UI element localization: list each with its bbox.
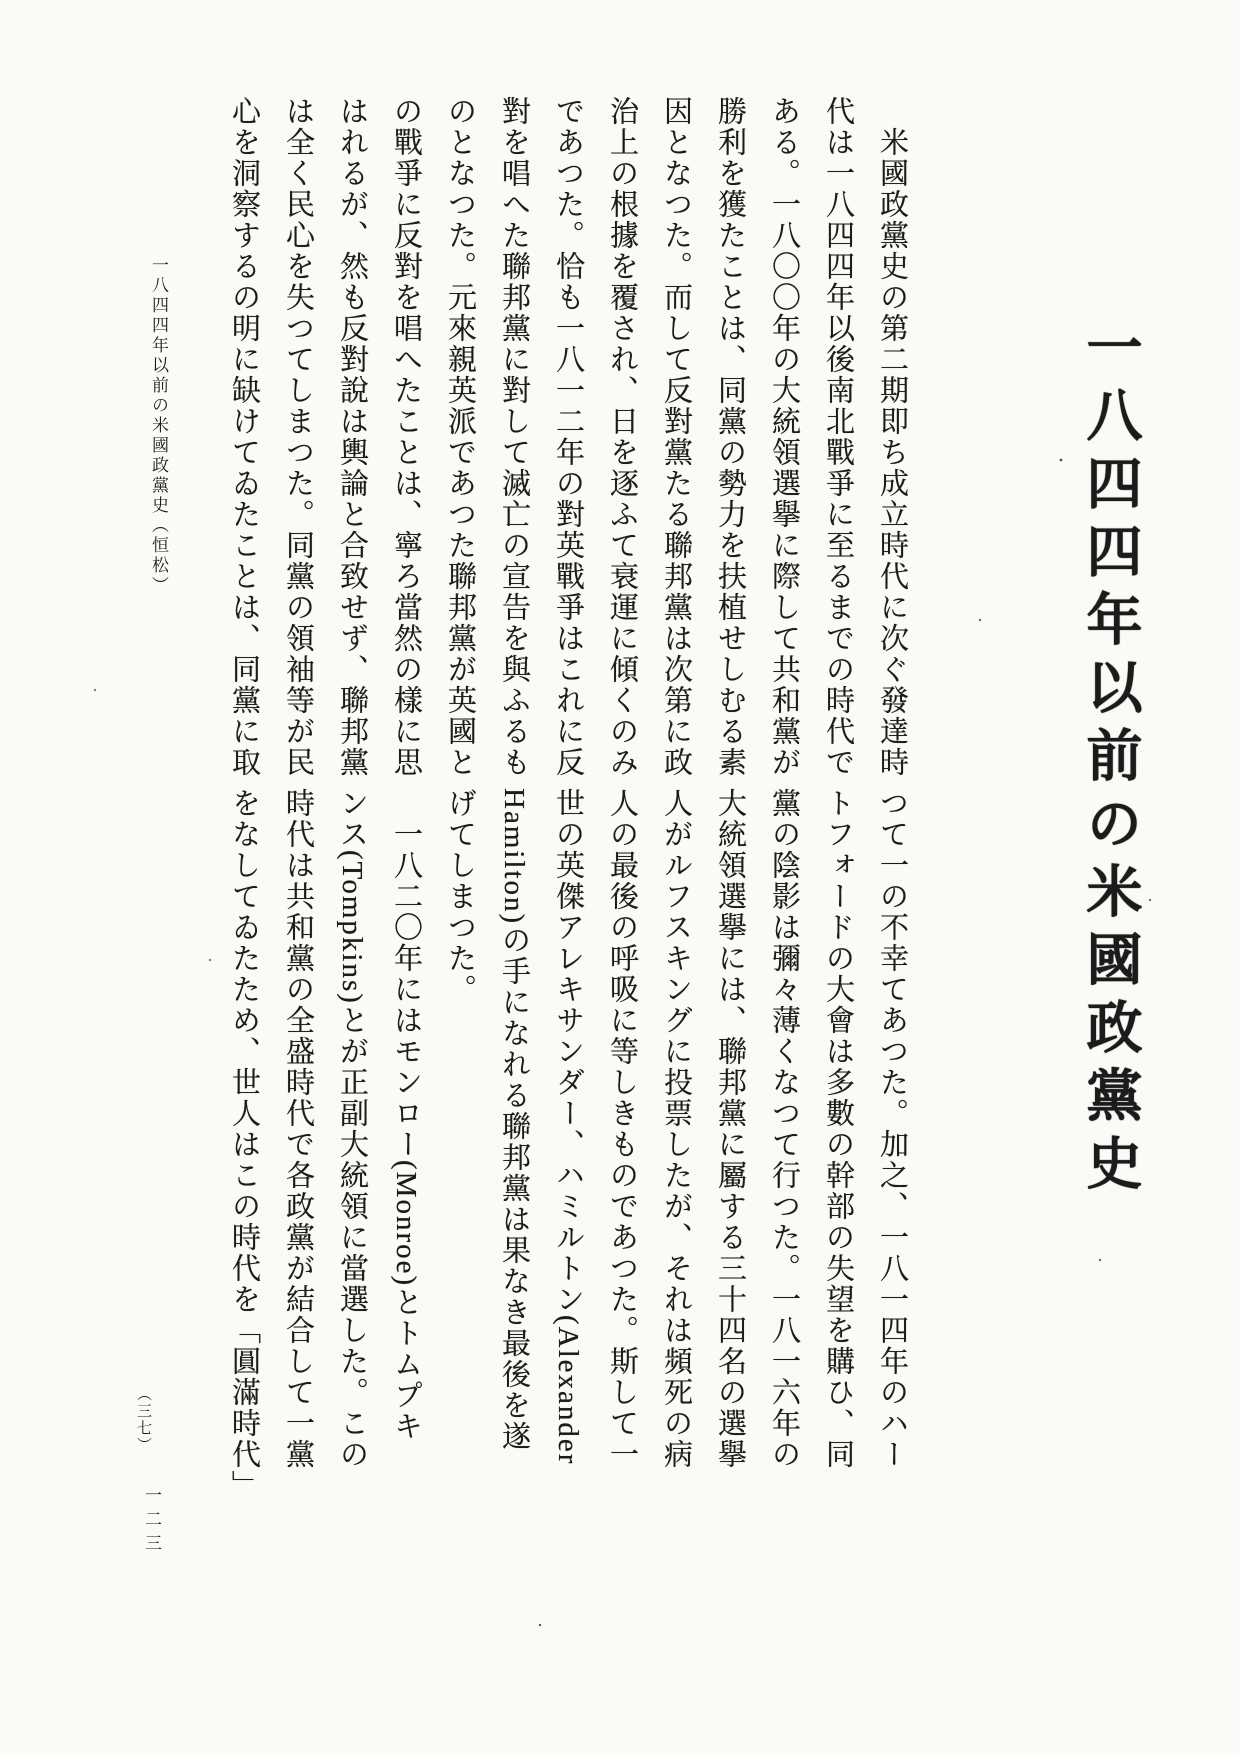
- text-column: Hamilton)の手になれる聯邦黨は果なき最後を遂: [498, 788, 530, 1453]
- text-column: 人の最後の呼吸に等しきものであつた。斯して一: [606, 788, 638, 1470]
- text-column: 對を唱へた聯邦黨に對して滅亡の宣告を與ふるも: [498, 96, 530, 778]
- text-column: 人がルフスキングに投票したが、それは頻死の病: [660, 788, 692, 1470]
- text-column: をなしてゐたため、世人はこの時代を「圓滿時代」: [228, 788, 260, 1501]
- text-column: げてしまつた。: [444, 788, 476, 1005]
- lower-text-block: [213, 788, 919, 1501]
- page-title: 一八四四年以前の米國政黨史: [1078, 318, 1141, 1202]
- text-column: つて一の不幸てあつた。加之、一八一四年のハー: [876, 788, 908, 1470]
- text-column: の戰爭に反對を唱へたことは、寧ろ當然の樣に思: [390, 96, 422, 778]
- text-column: 米國政黨史の第二期即ち成立時代に次ぐ發達時: [876, 96, 908, 778]
- text-column: はれるが、然も反對說は輿論と合致せず、聯邦黨: [336, 96, 368, 778]
- text-column: 因となつた。而して反對黨たる聯邦黨は次第に政: [660, 96, 692, 778]
- text-column: トフォードの大會は多數の幹部の失望を購ひ、同: [822, 788, 854, 1470]
- text-column: ンス(Tompkins)とが正副大統領に當選した。この: [336, 788, 368, 1470]
- text-column: 時代は共和黨の全盛時代で各政黨が結合して一黨: [282, 788, 314, 1470]
- text-column: であつた。恰も一八一二年の對英戰爭はこれに反: [552, 96, 584, 778]
- text-column: 代は一八四四年以後南北戰爭に至るまでの時代で: [822, 96, 854, 778]
- text-column: 世の英傑アレキサンダー、ハミルトン(Alexander: [552, 788, 584, 1466]
- text-column: 心を洞察するの明に缺けてゐたことは、同黨に取: [228, 96, 260, 778]
- text-column: ある。一八〇〇年の大統領選擧に際して共和黨が: [768, 96, 800, 778]
- text-column: 治上の根據を覆され、日を逐ふて衰運に傾くのみ: [606, 96, 638, 778]
- text-column: 大統領選擧には、聯邦黨に屬する三十四名の選擧: [714, 788, 746, 1470]
- volume-page-marker: （三七）: [135, 1386, 151, 1454]
- upper-text-block: [213, 96, 919, 796]
- page-number: 一二三: [142, 1486, 161, 1558]
- text-column: 勝利を獲たことは、同黨の勢力を扶植せしむる素: [714, 96, 746, 778]
- running-header: 一八四四年以前の米國政黨史（恒松）: [149, 256, 168, 596]
- text-column: は全く民心を失つてしまつた。同黨の領袖等が民: [282, 96, 314, 778]
- text-column: 黨の陰影は彌々薄くなつて行つた。一八一六年の: [768, 788, 800, 1470]
- text-column: のとなつた。元來親英派であつた聯邦黨が英國と: [444, 96, 476, 778]
- text-column: 一八二〇年にはモンロー(Monroe)とトムプキ: [390, 788, 422, 1443]
